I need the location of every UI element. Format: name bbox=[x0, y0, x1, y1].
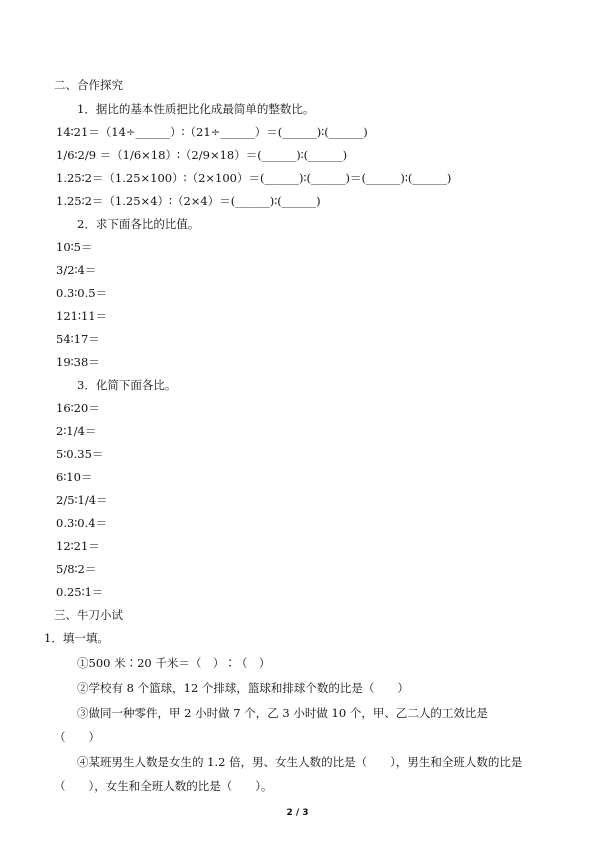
ratio-value-item: 3/2∶4＝ bbox=[56, 263, 97, 277]
question-3-heading: 3．化简下面各比。 bbox=[77, 378, 177, 392]
fill-item-4-continued: （ ），女生和全班人数的比是（ ）。 bbox=[54, 779, 273, 793]
question-2-heading: 2．求下面各比的比值。 bbox=[77, 217, 200, 231]
page-number: 2 / 3 bbox=[286, 808, 309, 818]
question-1-heading: 1．据比的基本性质把比化成最简单的整数比。 bbox=[77, 102, 315, 116]
ratio-value-item: 54∶17＝ bbox=[56, 332, 100, 346]
simplify-item: 2/5∶1/4＝ bbox=[56, 493, 108, 507]
simplify-item: 16∶20＝ bbox=[56, 401, 100, 415]
simplify-item: 5∶0.35＝ bbox=[56, 447, 104, 461]
fill-item-3-continued: （ ） bbox=[54, 730, 100, 744]
simplify-item: 0.25∶1＝ bbox=[56, 585, 104, 599]
fill-item-1: ①500 米∶20 千米＝（ ）∶（ ） bbox=[77, 656, 271, 670]
simplify-item: 2∶1/4＝ bbox=[56, 424, 97, 438]
simplify-item: 6∶10＝ bbox=[56, 470, 93, 484]
simplify-item: 12∶21＝ bbox=[56, 539, 100, 553]
section-2-title: 二、合作探究 bbox=[54, 78, 123, 92]
fill-item-2: ②学校有 8 个篮球，12 个排球，篮球和排球个数的比是（ ） bbox=[77, 681, 409, 695]
ratio-value-item: 121∶11＝ bbox=[56, 309, 108, 323]
ratio-value-item: 10∶5＝ bbox=[56, 240, 93, 254]
fill-item-4: ④某班男生人数是女生的 1.2 倍，男、女生人数的比是（ ），男生和全班人数的比是 bbox=[77, 755, 523, 769]
ratio-line-3: 1.25∶2＝（1.25×100）∶（2×100）＝(______)∶(______)＝(______)∶(______) bbox=[56, 171, 452, 185]
simplify-item: 0.3∶0.4＝ bbox=[56, 516, 108, 530]
ratio-line-2: 1/6∶2/9 ＝（1/6×18）∶（2/9×18）＝(______)∶(______) bbox=[56, 148, 348, 162]
ratio-line-1: 14∶21＝（14÷______）∶（21÷______）＝(______)∶(______) bbox=[56, 125, 368, 139]
section-3-title: 三、牛刀小试 bbox=[54, 608, 123, 622]
simplify-item: 5/8∶2＝ bbox=[56, 562, 97, 576]
ratio-value-item: 0.3∶0.5＝ bbox=[56, 286, 108, 300]
section-3-question-1-heading: 1．填一填。 bbox=[44, 631, 109, 645]
ratio-line-4: 1.25∶2＝（1.25×4）∶（2×4）＝(______)∶(______) bbox=[56, 194, 321, 208]
fill-item-3: ③做同一种零件，甲 2 小时做 7 个，乙 3 小时做 10 个，甲、乙二人的工效比是 bbox=[77, 706, 488, 720]
ratio-value-item: 19∶38＝ bbox=[56, 355, 100, 369]
